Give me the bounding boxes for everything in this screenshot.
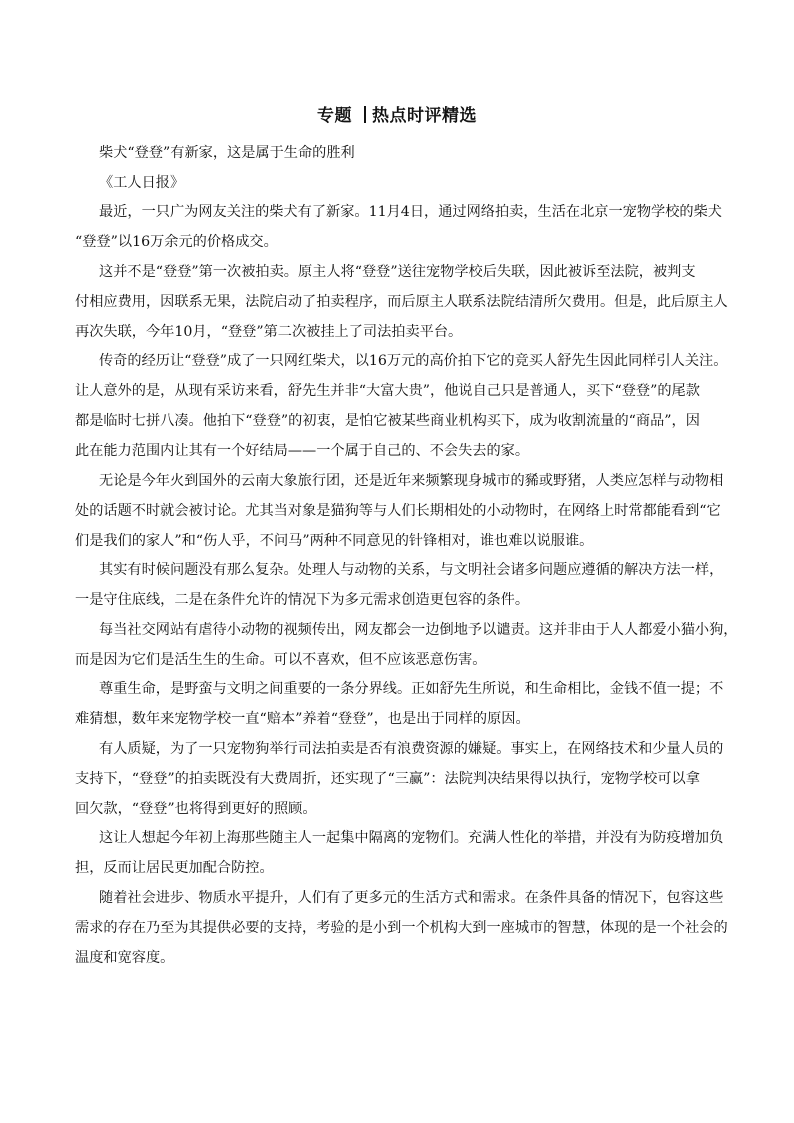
paragraph-7 bbox=[75, 679, 725, 729]
paragraph-10 bbox=[75, 888, 728, 968]
paragraph-2 bbox=[75, 262, 728, 342]
paragraph-line: 这让人想起今年初上海那些随主人一起集中隔离的宠物们。充满人性化的举措，并没有为防疫增加负 bbox=[99, 830, 724, 846]
paragraph-line: 随着社会进步、物质水平提升，人们有了更多元的生活方式和需求。在条件具备的情况下，包容这些 bbox=[99, 889, 724, 906]
paragraph-line: 难猜想，数年来宠物学校一直“赔本”养着“登登”，也是出于同样的原因。 bbox=[75, 711, 530, 727]
paragraph-line: 温度和宽容度。 bbox=[75, 949, 175, 966]
paragraph-line: 最近，一只广为网友关注的柴犬有了新家。11月4日，通过网络拍卖，生活在北京一宠物学校的柴犬 bbox=[99, 204, 722, 220]
paragraph-line: 回欠款，“登登”也将得到更好的照顾。 bbox=[75, 800, 317, 817]
article-body bbox=[75, 143, 738, 977]
paragraph-line: 处的话题不时就会被讨论。尤其当对象是猫狗等与人们长期相处的小动物时，在网络上时常都能看到“它 bbox=[75, 502, 721, 519]
title-divider bbox=[364, 106, 366, 123]
paragraph-8 bbox=[75, 739, 725, 819]
paragraph-line: 支持下，“登登”的拍卖既没有大费周折，还实现了“三赢”：法院判决结果得以执行，宠物学校可以拿 bbox=[75, 770, 700, 787]
article-headline: 柴犬“登登”有新家，这是属于生命的胜利 bbox=[99, 145, 355, 161]
paragraph-line: 一是守住底线，二是在条件允许的情况下为多元需求创造更包容的条件。 bbox=[75, 592, 530, 608]
paragraph-4 bbox=[75, 471, 725, 551]
paragraph-line: 再次失联，今年10月，“登登”第二次被挂上了司法拍卖平台。 bbox=[75, 323, 463, 340]
paragraph-line: 有人质疑，为了一只宠物狗举行司法拍卖是否有浪费资源的嫌疑。事实上，在网络技术和少量人员的 bbox=[99, 740, 724, 757]
paragraph-line: 而是因为它们是活生生的生命。可以不喜欢，但不应该恶意伤害。 bbox=[75, 651, 487, 668]
paragraph-line: 付相应费用，因联系无果，法院启动了拍卖程序，而后原主人联系法院结清所欠费用。但是，此后原主人 bbox=[75, 293, 728, 310]
paragraph-line: 传奇的经历让“登登”成了一只网红柴犬，以16万元的高价拍下它的竞买人舒先生因此同样引人关注。 bbox=[99, 353, 728, 369]
paragraph-line: 其实有时候问题没有那么复杂。处理人与动物的关系，与文明社会诸多问题应遵循的解决方法一样， bbox=[99, 562, 724, 578]
paragraph-line: 们是我们的家人”和“伤人乎，不问马”两种不同意见的针锋相对，谁也难以说服谁。 bbox=[75, 532, 594, 549]
article-source-block bbox=[75, 173, 725, 193]
paragraph-line: 这并不是“登登”第一次被拍卖。原主人将“登登”送往宠物学校后失联，因此被诉至法院，被判支 bbox=[99, 263, 696, 280]
page-title bbox=[0, 104, 794, 128]
paragraph-5 bbox=[75, 560, 725, 610]
paragraph-line: 每当社交网站有虐待小动物的视频传出，网友都会一边倒地予以谴责。这并非由于人人都爱小猫小狗， bbox=[99, 621, 738, 638]
article-source: 《工人日报》 bbox=[99, 174, 185, 191]
paragraph-1 bbox=[75, 202, 725, 252]
paragraph-line: 都是临时七拼八凑。他拍下“登登”的初衷，是怕它被某些商业机构买下，成为收割流量的“商品”，因 bbox=[75, 413, 700, 429]
paragraph-line: 让人意外的是，从现有采访来看，舒先生并非“大富大贵”，他说自己只是普通人，买下“登登”的尾款 bbox=[75, 383, 700, 399]
paragraph-3 bbox=[75, 351, 728, 461]
paragraph-line: 无论是今年火到国外的云南大象旅行团，还是近年来频繁现身城市的豨或野猪，人类应怎样与动物相 bbox=[99, 472, 724, 489]
paragraph-line: 尊重生命，是野蛮与文明之间重要的一条分界线。正如舒先生所说，和生命相比，金钱不值一提；不 bbox=[99, 681, 724, 697]
paragraph-line: 需求的存在乃至为其提供必要的支持，考验的是小到一个机构大到一座城市的智慧，体现的是一个社会的 bbox=[75, 919, 728, 936]
paragraph-line: “登登”以16万余元的价格成交。 bbox=[75, 234, 278, 250]
paragraph-line: 此在能力范围内让其有一个好结局——一个属于自己的、不会失去的家。 bbox=[75, 443, 530, 459]
title-main: 热点时评精选 bbox=[372, 106, 477, 126]
paragraph-9 bbox=[75, 828, 725, 878]
paragraph-line: 担，反而让居民更加配合防控。 bbox=[75, 860, 274, 876]
paragraph-6 bbox=[75, 620, 738, 670]
article-headline-block bbox=[75, 143, 725, 163]
title-prefix: 专题 bbox=[317, 106, 352, 126]
